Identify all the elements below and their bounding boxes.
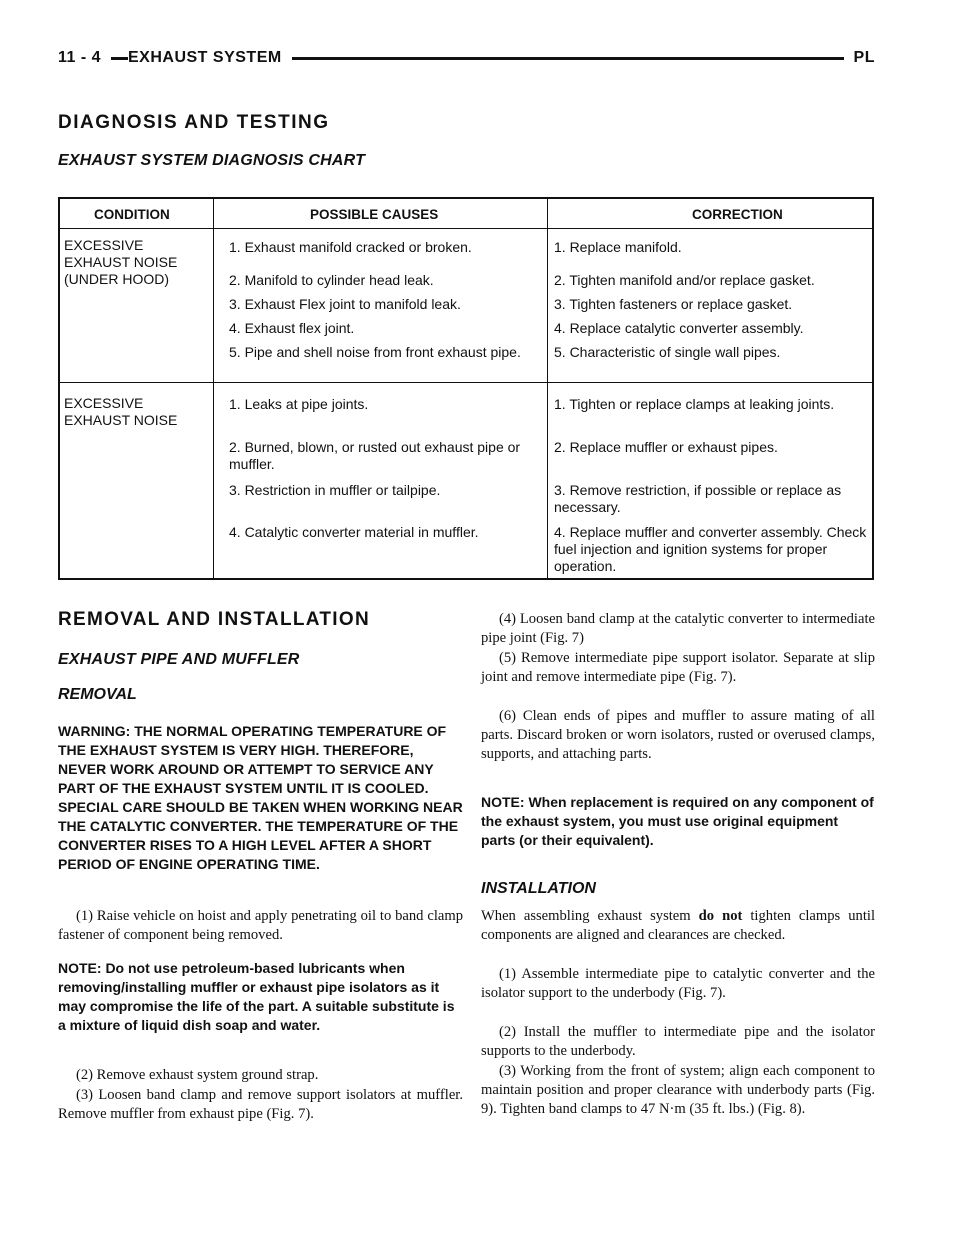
cause-cell: 2. Burned, blown, or rusted out exhaust pipe or muffler. — [229, 439, 521, 472]
removal-step-4: (4) Loosen band clamp at the catalytic converter to intermediate pipe joint (Fig. 7) — [481, 611, 875, 647]
condition-cell: EXCESSIVE EXHAUST NOISE (UNDER HOOD) — [64, 237, 178, 287]
correction-cell: 4. Replace muffler and converter assembly. Check fuel injection and ignition systems for proper operation. — [554, 524, 867, 574]
column-header-causes: POSSIBLE CAUSES — [310, 207, 439, 222]
removal-note-1: NOTE: Do not use petroleum-based lubricants when removing/installing muffler or exhaust pipe isolators as it may compromise the life of the part. A suitable substitute is a mixture of liquid dish soap and water. — [58, 960, 455, 1033]
warning-paragraph: WARNING: THE NORMAL OPERATING TEMPERATURE OF THE EXHAUST SYSTEM IS VERY HIGH. THEREFORE, NEVER WORK AROUND OR ATTEMPT TO SERVICE ANY PART OF THE EXHAUST SYSTEM UNTIL IT IS COOLED. SPECIAL CARE SHOULD BE TAKEN WHEN WORKING NEAR THE CATALYTIC CONVERTER. THE TEMPERATURE OF THE CONVERTER RISES TO A HIGH LEVEL AFTER A SHORT PERIOD OF ENGINE OPERATING TIME. — [58, 723, 463, 872]
row-divider — [60, 382, 872, 383]
correction-cell: 3. Remove restriction, if possible or replace as necessary. — [554, 482, 842, 515]
installation-intro-text: When assembling exhaust system — [481, 908, 699, 924]
removal-step-3: (3) Loosen band clamp and remove support isolators at muffler. Remove muffler from exhaust pipe (Fig. 7). — [58, 1087, 463, 1123]
correction-cell: 2. Tighten manifold and/or replace gasket. — [554, 272, 815, 288]
cause-cell: 1. Leaks at pipe joints. — [229, 396, 369, 412]
installation-step-2: (2) Install the muffler to intermediate pipe and the isolator supports to the underbody. — [481, 1024, 875, 1060]
column-divider — [213, 199, 214, 578]
page-number: 11 - 4 — [58, 48, 111, 68]
chart-heading: EXHAUST SYSTEM DIAGNOSIS CHART — [58, 152, 366, 169]
cause-cell: 3. Restriction in muffler or tailpipe. — [229, 482, 441, 498]
removal-step-1: (1) Raise vehicle on hoist and apply penetrating oil to band clamp fastener of component being removed. — [58, 908, 463, 944]
installation-intro-emphasis: do not — [698, 908, 743, 924]
column-header-correction: CORRECTION — [692, 207, 783, 222]
installation-step-1: (1) Assemble intermediate pipe to catalytic converter and the isolator support to the underbody (Fig. 7). — [481, 966, 875, 1002]
correction-cell: 3. Tighten fasteners or replace gasket. — [554, 296, 793, 312]
correction-cell: 1. Replace manifold. — [554, 239, 682, 255]
model-code: PL — [844, 48, 875, 68]
removal-step-6: (6) Clean ends of pipes and muffler to assure mating of all parts. Discard broken or worn isolators, rusted or overused clamps, supports, and attaching parts. — [481, 708, 875, 763]
removal-note-2: NOTE: When replacement is required on any component of the exhaust system, you must use original equipment parts (or their equivalent). — [481, 794, 874, 848]
column-header-condition: CONDITION — [94, 207, 170, 222]
diagnosis-heading: DIAGNOSIS AND TESTING — [58, 112, 330, 133]
column-divider — [547, 199, 548, 578]
cause-cell: 2. Manifold to cylinder head leak. — [229, 272, 434, 288]
correction-cell: 2. Replace muffler or exhaust pipes. — [554, 439, 778, 455]
installation-heading: INSTALLATION — [481, 880, 596, 897]
removal-step-5: (5) Remove intermediate pipe support isolator. Separate at slip joint and remove intermediate pipe (Fig. 7). — [481, 650, 875, 686]
installation-intro — [481, 907, 875, 945]
installation-step-3: (3) Working from the front of system; align each component to maintain position and proper clearance with underbody parts (Fig. 9). Tighten band clamps to 47 N·m (35 ft. lbs.) (Fig. 8). — [481, 1063, 875, 1118]
condition-cell: EXCESSIVE EXHAUST NOISE — [64, 395, 178, 428]
table-header-row — [60, 199, 872, 229]
cause-cell: 5. Pipe and shell noise from front exhaust pipe. — [229, 344, 521, 360]
installation-intro-text: tighten clamps until components are aligned and clearances are checked. — [481, 908, 875, 944]
removal-heading: REMOVAL — [58, 686, 137, 703]
diagnosis-chart-table — [58, 197, 874, 580]
correction-cell: 1. Tighten or replace clamps at leaking joints. — [554, 396, 835, 412]
cause-cell: 4. Catalytic converter material in muffler. — [229, 524, 479, 540]
correction-cell: 5. Characteristic of single wall pipes. — [554, 344, 781, 360]
section-title: EXHAUST SYSTEM — [128, 48, 292, 68]
cause-cell: 1. Exhaust manifold cracked or broken. — [229, 239, 472, 255]
removal-installation-heading: REMOVAL AND INSTALLATION — [58, 609, 370, 630]
running-header — [58, 48, 875, 74]
cause-cell: 3. Exhaust Flex joint to manifold leak. — [229, 296, 461, 312]
exhaust-pipe-muffler-heading: EXHAUST PIPE AND MUFFLER — [58, 651, 300, 668]
removal-step-2: (2) Remove exhaust system ground strap. — [76, 1067, 319, 1083]
cause-cell: 4. Exhaust flex joint. — [229, 320, 355, 336]
correction-cell: 4. Replace catalytic converter assembly. — [554, 320, 804, 336]
